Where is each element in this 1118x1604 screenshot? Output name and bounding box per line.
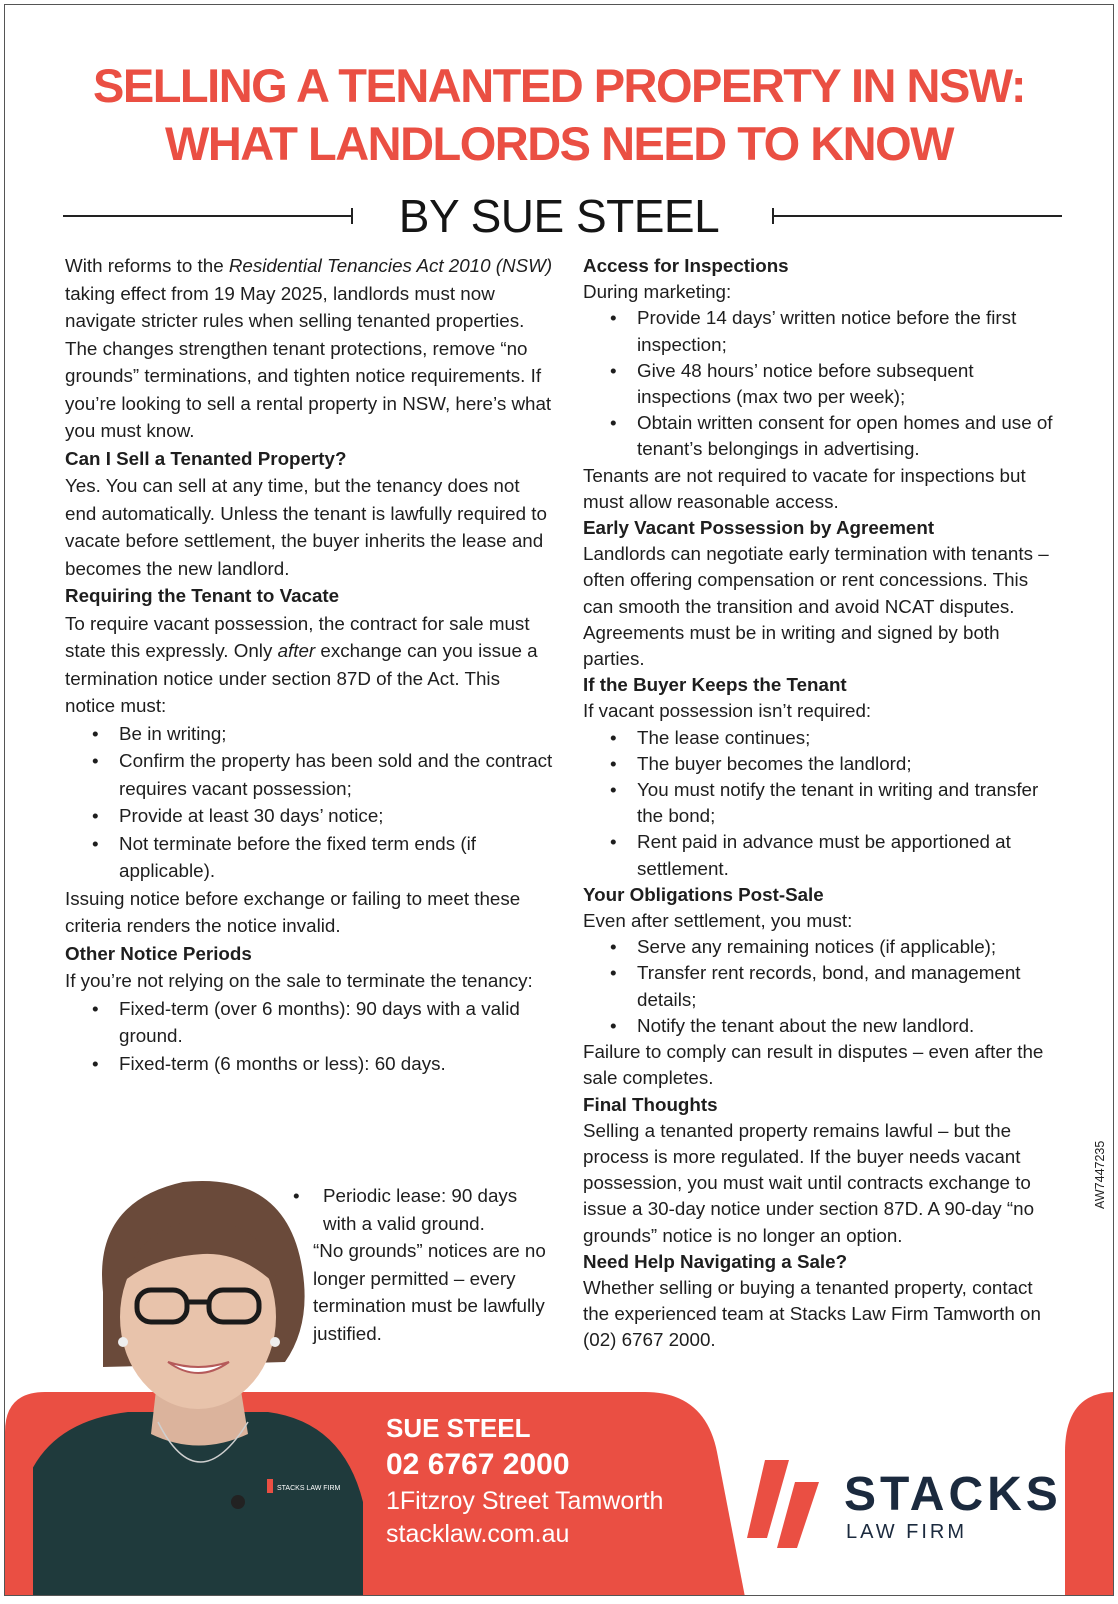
list-item: • Serve any remaining notices (if applicable);	[583, 934, 1063, 960]
list-item: • Notify the tenant about the new landlord.	[583, 1013, 1063, 1039]
no-grounds-note: “No grounds” notices are no longer permitted – every termination must be lawfully justified.	[313, 1240, 546, 1344]
notice-requirements-list	[65, 720, 555, 885]
list-item: • Provide 14 days’ written notice before the first inspection;	[583, 305, 1063, 357]
headline-line-1: SELLING A TENANTED PROPERTY IN NSW:	[93, 59, 1025, 112]
contact-address: 1Fitzroy Street Tamworth	[386, 1487, 664, 1515]
paragraph-requiring-vacate: To require vacant possession, the contract for sale must state this expressly. Only after exchange can you issue a termination notice under section 87D of the Act. This notice must:	[65, 612, 538, 716]
paragraph-failure-to-comply: Failure to comply can result in disputes – even after the sale completes.	[583, 1041, 1044, 1089]
paragraph-contact: Whether selling or buying a tenanted property, contact the experienced team at Stacks Law Firm Tamworth on (02) 6767 2000.	[583, 1276, 1041, 1351]
list-item: • Fixed-term (over 6 months): 90 days with a valid ground.	[65, 995, 555, 1050]
paragraph-can-i-sell: Yes. You can sell at any time, but the tenancy does not end automatically. Unless the tenant is lawfully required to vacate before settlement, the buyer inherits the lease and becomes the new landlord.	[65, 475, 547, 579]
contact-block	[386, 1411, 663, 1551]
list-item: • Fixed-term (6 months or less): 60 days.	[65, 1050, 555, 1078]
heading-buyer-keeps-tenant: If the Buyer Keeps the Tenant	[583, 674, 847, 696]
left-column	[65, 252, 555, 1077]
heading-other-notice-periods: Other Notice Periods	[65, 942, 252, 964]
heading-need-help: Need Help Navigating a Sale?	[583, 1250, 848, 1272]
contact-phone[interactable]: 02 6767 2000	[386, 1448, 570, 1481]
list-item: • Periodic lease: 90 days with a valid ground.	[293, 1182, 553, 1237]
contact-website[interactable]: stacklaw.com.au	[386, 1520, 570, 1548]
heading-final-thoughts: Final Thoughts	[583, 1093, 718, 1115]
shirt-logo-mark	[267, 1479, 273, 1493]
paragraph-after-settlement: Even after settlement, you must:	[583, 910, 853, 932]
heading-early-vacant-possession: Early Vacant Possession by Agreement	[583, 517, 935, 539]
paragraph-during-marketing: During marketing:	[583, 281, 732, 303]
shirt-logo-text: STACKS LAW FIRM	[277, 1485, 341, 1492]
heading-can-i-sell: Can I Sell a Tenanted Property?	[65, 447, 347, 469]
advertisement-page	[4, 4, 1114, 1596]
list-item: • Confirm the property has been sold and the contract requires vacant possession;	[65, 747, 555, 802]
list-item: • Rent paid in advance must be apportioned at settlement.	[583, 829, 1063, 881]
ad-reference-code: AW7447235	[1093, 1140, 1107, 1209]
paragraph-other-notice: If you’re not relying on the sale to terminate the tenancy:	[65, 970, 533, 991]
heading-obligations-post-sale: Your Obligations Post-Sale	[583, 883, 824, 905]
paragraph-reasonable-access: Tenants are not required to vacate for inspections but must allow reasonable access.	[583, 464, 1026, 512]
list-item: • Provide at least 30 days’ notice;	[65, 802, 555, 830]
intro-paragraph: With reforms to the Residential Tenancies Act 2010 (NSW) taking effect from 19 May 2025, landlords must now navigate stricter rules when selling tenanted properties. The changes strengthen tenant protections, remove “no grounds” terminations, and tighten notice requirements. If you’re looking to sell a rental property in NSW, here’s what you must know.	[65, 255, 553, 441]
portrait-photo	[33, 1172, 363, 1596]
act-name: Residential Tenancies Act 2010 (NSW)	[228, 255, 553, 276]
logo-subtitle: LAW FIRM	[846, 1521, 968, 1543]
obligations-list	[583, 934, 1063, 1039]
logo-wordmark: STACKS	[844, 1468, 1062, 1521]
list-item: • Transfer rent records, bond, and management details;	[583, 960, 1063, 1012]
paragraph-early-vacant-possession: Landlords can negotiate early termination with tenants – often offering compensation or rent concessions. This can smooth the transition and avoid NCAT disputes. Agreements must be in writing and signed by both parties.	[583, 543, 1049, 670]
byline	[5, 188, 1113, 244]
portrait-earring-right	[270, 1337, 280, 1347]
portrait-earring-left	[118, 1337, 128, 1347]
stacks-logo	[747, 1460, 1067, 1550]
paragraph-final-thoughts: Selling a tenanted property remains lawful – but the process is more regulated. If the buyer needs vacant possession, you must wait until contracts exchange to issue a 30-day notice under section 87D. A 90-day “no grounds” notice is no longer an option.	[583, 1119, 1035, 1246]
byline-rule-right	[772, 215, 1062, 217]
inspection-rules-list	[583, 305, 1063, 462]
list-item: • Obtain written consent for open homes and use of tenant’s belongings in advertising.	[583, 410, 1063, 462]
headline-line-2: WHAT LANDLORDS NEED TO KNOW	[164, 117, 954, 170]
contact-name: SUE STEEL	[386, 1413, 531, 1443]
heading-requiring-vacate: Requiring the Tenant to Vacate	[65, 585, 340, 606]
buyer-keeps-list	[583, 725, 1063, 882]
list-item: • The buyer becomes the landlord;	[583, 751, 1063, 777]
list-item: • Not terminate before the fixed term ends (if applicable).	[65, 830, 555, 885]
headline	[5, 57, 1113, 173]
heading-access-inspections: Access for Inspections	[583, 255, 789, 276]
byline-author: BY SUE STEEL	[398, 190, 720, 242]
footer-red-shape-right	[1065, 1392, 1114, 1596]
list-item: • The lease continues;	[583, 725, 1063, 751]
stacks-logo-icon	[747, 1460, 837, 1550]
paragraph-not-required: If vacant possession isn’t required:	[583, 700, 872, 722]
paragraph-invalid-notice: Issuing notice before exchange or failing to meet these criteria renders the notice invalid.	[65, 887, 521, 936]
right-column	[583, 253, 1063, 1354]
notice-periods-list	[65, 995, 555, 1078]
list-item: • You must notify the tenant in writing and transfer the bond;	[583, 777, 1063, 829]
list-item: • Be in writing;	[65, 720, 555, 748]
portrait-pendant	[231, 1495, 245, 1509]
list-item: • Give 48 hours’ notice before subsequent inspections (max two per week);	[583, 358, 1063, 410]
